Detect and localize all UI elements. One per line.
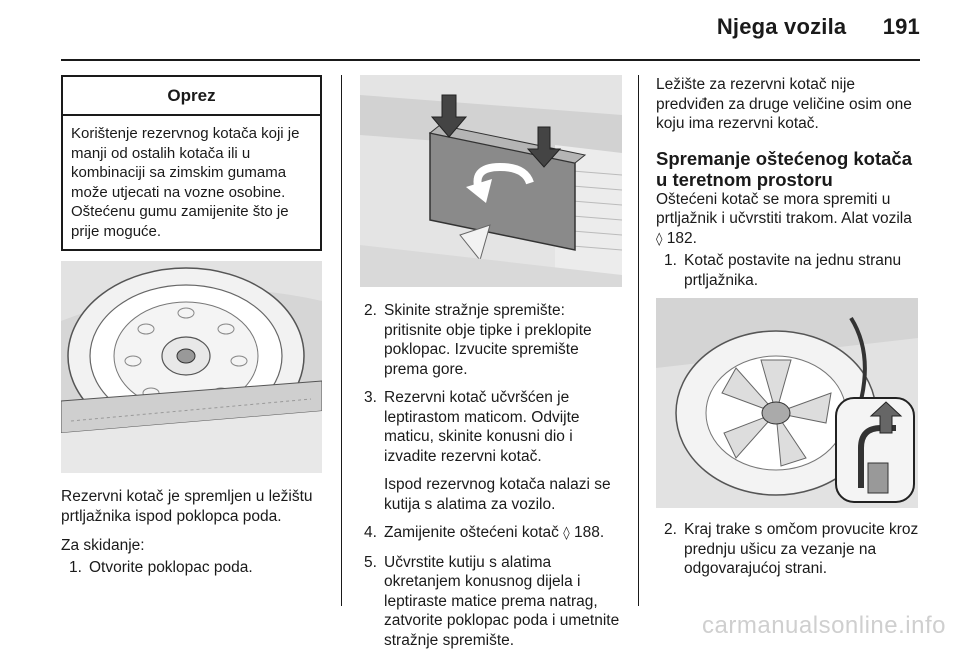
list-item: 2. Kraj trake s omčom provucite kroz prednju ušicu za vezanje na odgovarajućoj strani. — [660, 520, 920, 579]
page-ref-icon: ◊ — [563, 526, 569, 541]
list-item: 5. Učvrstite kutiju s alatima okretanjem konusnog dijela i leptiraste matice prema natrag, zatvorite poklopac poda i umetnite stražnje spremište. — [360, 553, 622, 650]
column-divider-2 — [638, 75, 639, 606]
spare-wheel-figure — [61, 261, 322, 473]
column-1 — [61, 75, 322, 577]
chapter-title: Njega vozila — [717, 14, 847, 39]
col2-steps — [360, 301, 622, 466]
list-item: 1. Kotač postavite na jednu stranu prtljažnika. — [660, 251, 920, 290]
list-item: 2. Skinite stražnje spremište: pritisnite obje tipke i preklopite poklopac. Izvucite spremište prema gore. — [360, 301, 622, 379]
list-item: 1. Otvorite poklopac poda. — [65, 558, 322, 578]
col3-body: Oštećeni kotač se mora spremiti u prtljažnik i učvrstiti trakom. Alat vozila ◊ 182. — [656, 190, 920, 250]
section-heading: Spremanje oštećenog kotača u teretnom prostoru — [656, 148, 920, 190]
list-item: 4. Zamijenite oštećeni kotač ◊ 188. — [360, 523, 622, 544]
rear-storage-figure — [360, 75, 622, 287]
column-2 — [360, 75, 622, 650]
list-item: 3. Rezervni kotač učvršćen je leptirastom maticom. Odvijte maticu, skinite konusni dio i izvadite rezervni kotač. — [360, 388, 622, 466]
header-rule — [61, 59, 920, 61]
col3-steps-b — [656, 520, 920, 579]
removal-label: Za skidanje: — [61, 536, 322, 556]
toolkit-note: Ispod rezervnog kotača nalazi se kutija s alatima za vozilo. — [360, 475, 622, 514]
page-ref[interactable]: 182. — [667, 230, 697, 247]
caution-text: Korištenje rezervnog kotača koji je manji od ostalih kotača ili u kombinaciji sa zimskim gumama može utjecati na vozne osobine. Oštećenu gumu zamijenite što je prije moguće. — [63, 116, 320, 249]
col3-intro: Ležište za rezervni kotač nije predviđen za druge veličine osim one koju ima rezervni kotač. — [656, 75, 920, 134]
col2-steps-b — [360, 523, 622, 650]
page-ref-icon: ◊ — [656, 232, 662, 247]
page-header — [717, 14, 920, 40]
caution-box — [61, 75, 322, 251]
watermark: carmanualsonline.info — [702, 612, 946, 640]
page-ref[interactable]: 188. — [574, 524, 604, 541]
damaged-wheel-strap-figure — [656, 298, 918, 508]
col1-intro: Rezervni kotač je spremljen u ležištu prtljažnika ispod poklopca poda. — [61, 487, 322, 526]
column-divider-1 — [341, 75, 342, 606]
page-number: 191 — [883, 14, 920, 39]
col1-steps — [61, 558, 322, 578]
column-3 — [656, 75, 920, 579]
col3-steps — [656, 251, 920, 290]
caution-title: Oprez — [63, 77, 320, 116]
